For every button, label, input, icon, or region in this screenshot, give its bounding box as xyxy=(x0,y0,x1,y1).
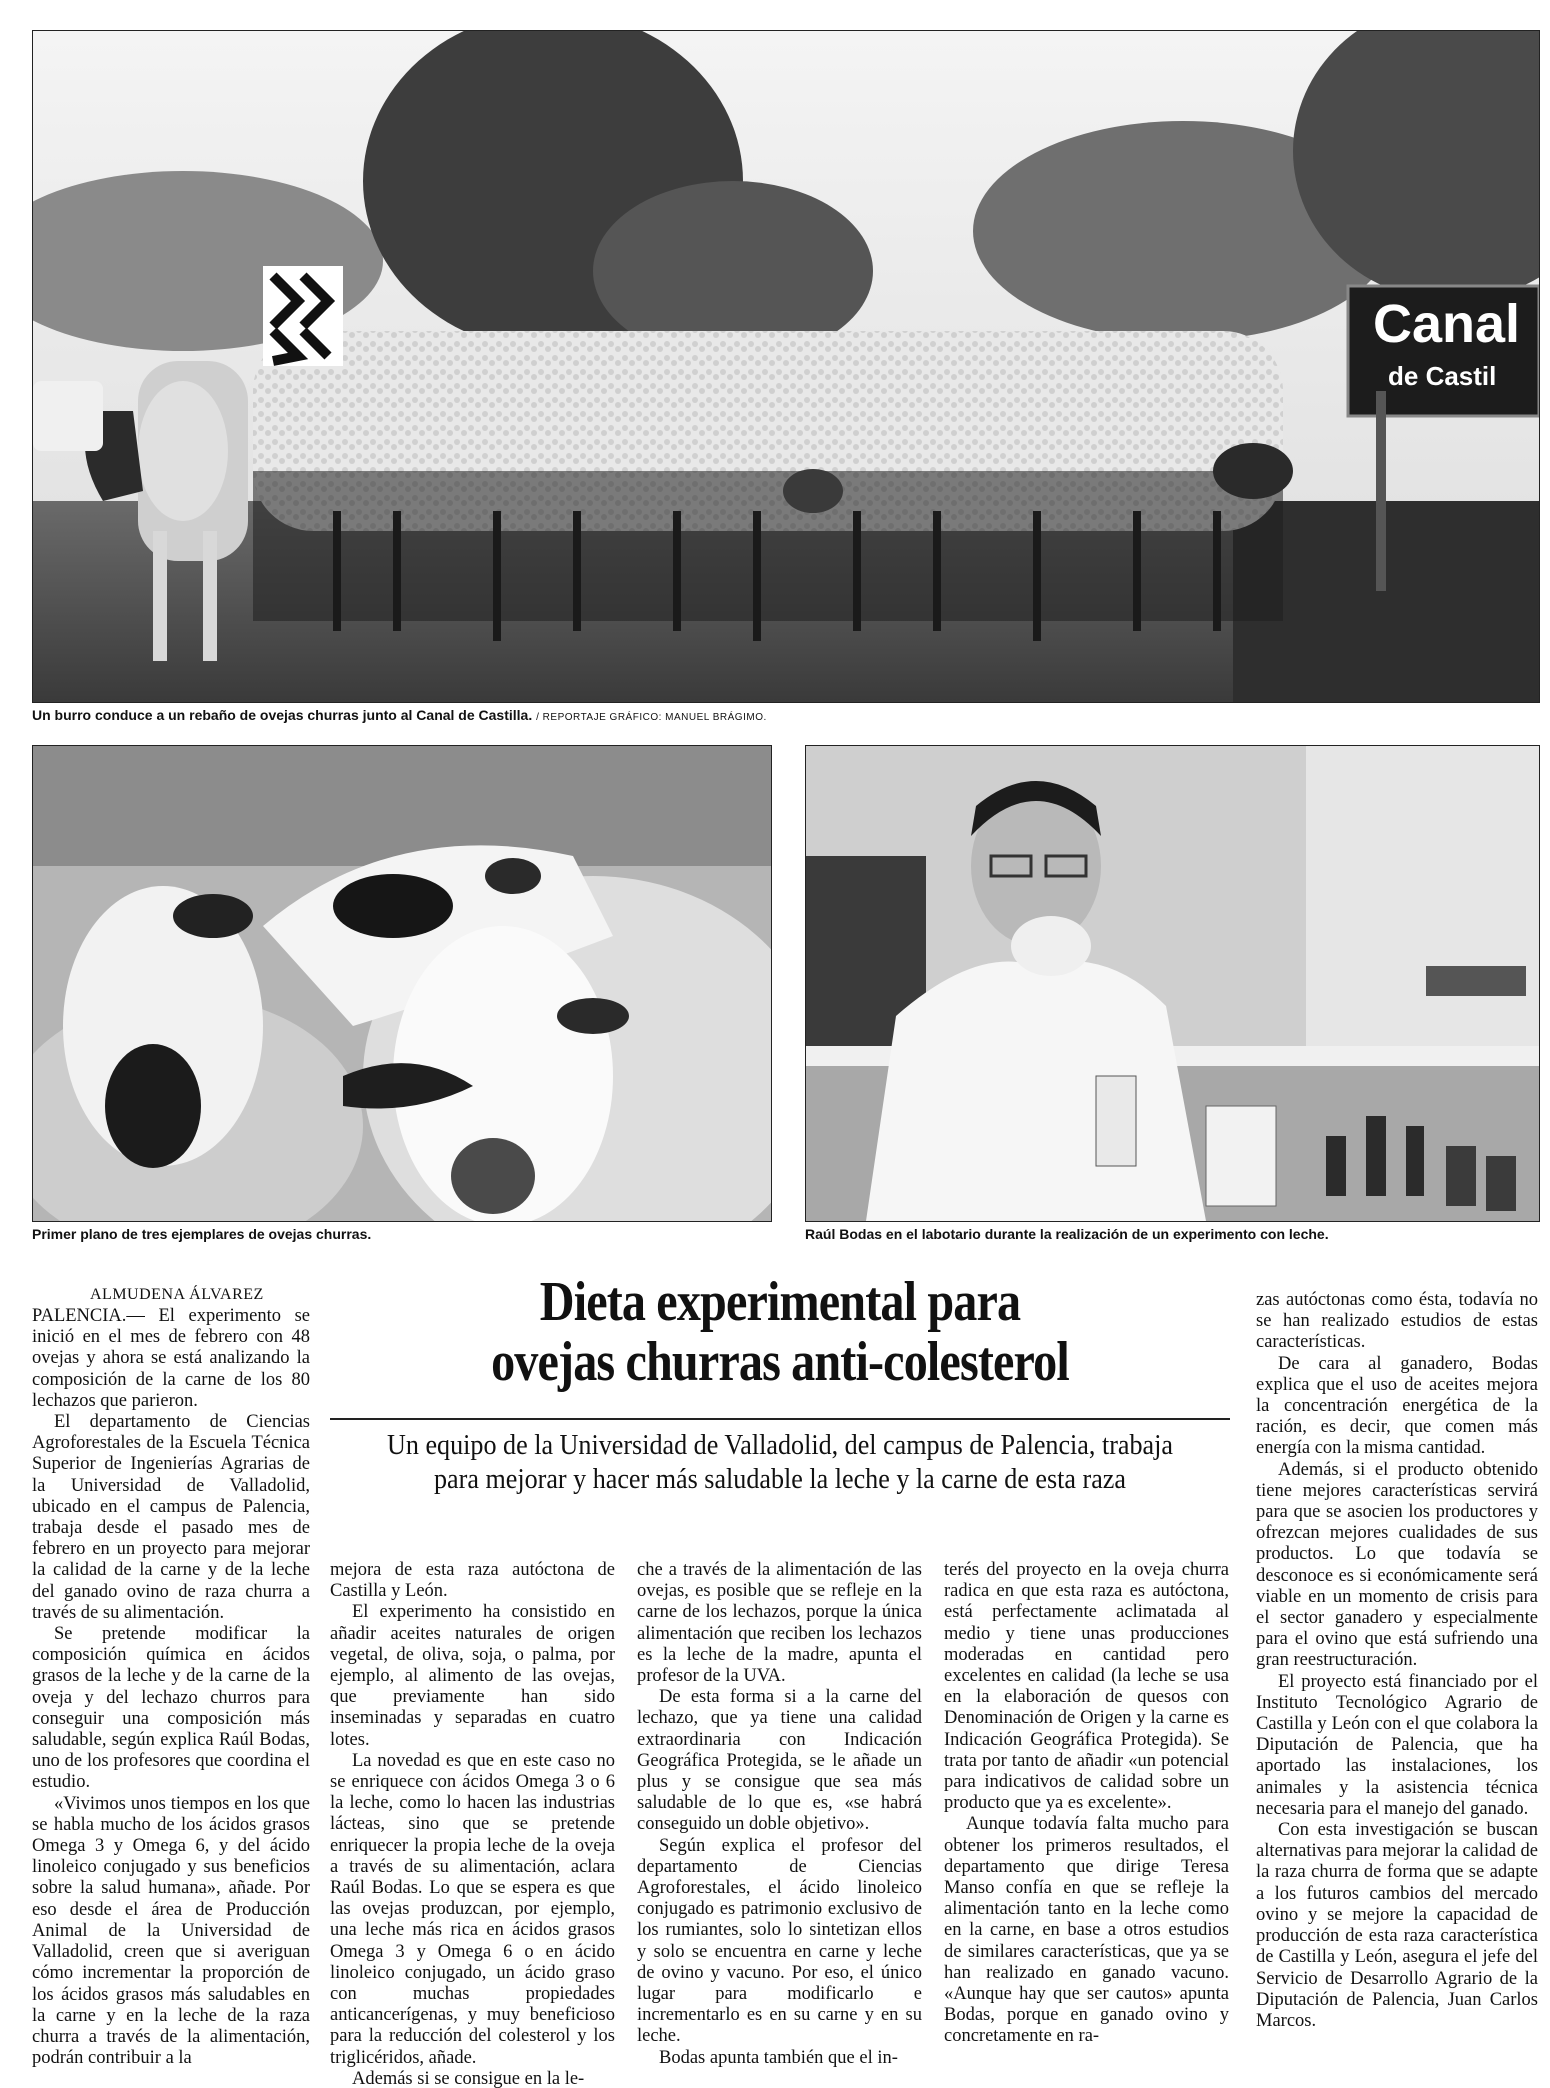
col4-paragraph: terés del proyecto en la oveja churra radica en que esta raza es autóctona, está perfectamente aclimatada al medio y tiene unas producciones moderadas en cantidad pero excelentes en calidad (la leche se usa en la elaboración de quesos con Denominación de Origen y la carne es Indicación Geográfica Protegida). Se trata por tanto de añadir «un potencial para indicativos de calidad sobre un producto que ya es excelente». xyxy=(944,1560,1229,1814)
photo-flock-road xyxy=(32,30,1540,703)
subhead-line-1: Un equipo de la Universidad de Valladolid, del campus de Palencia, trabaja xyxy=(387,1429,1173,1461)
col2-paragraph: Además si se consigue en la le- xyxy=(352,2068,585,2088)
col3-paragraph: Bodas apunta también que el in- xyxy=(659,2047,898,2068)
caption-left-photo: Primer plano de tres ejemplares de ovejas churras. xyxy=(32,1226,372,1242)
col2-paragraph: La novedad es que en este caso no se enriquece con ácidos Omega 3 o 6 la leche, como lo hacen las industrias lácteas, sino que se pretende enriquecer la propia leche de la oveja a través de su alimentación, aclara Raúl Bodas. Lo que se espera es que las ovejas produzcan, por ejemplo, una leche más rica en ácidos grasos Omega 3 y Omega 6 o en ácido linoleico conjugado, un ácido graso con muchas propiedades anticancerígenas, y muy beneficioso para la reducción del colesterol y los triglicéridos, añade. xyxy=(330,1750,615,2068)
col5-paragraph: Además, si el producto obtenido tiene mejores características servirá para que se asocien los productores y ofrezcan mejores cualidades de sus productos. Lo que todavía se desconoce es si económicamente será viable en un momento de crisis para el sector ganadero y especialmente para el ovino que está sufriendo una gran reestructuración. xyxy=(1256,1459,1538,1671)
col1-paragraph: PALENCIA.— El experimento se inició en el mes de febrero con 48 ovejas y ahora se está analizando la composición de la carne de los 80 lechazos que parieron. xyxy=(32,1306,310,1411)
photo-credit: / REPORTAJE GRÁFICO: MANUEL BRÁGIMO. xyxy=(536,712,767,723)
col1-paragraph: Se pretende modificar la composición química en ácidos grasos de la leche y de la carne de la oveja y del lechazo churros para conseguir una composición más saludable, según explica Raúl Bodas, uno de los profesores que coordina el estudio. xyxy=(32,1624,310,1793)
article-column-5 xyxy=(1256,1290,1538,2088)
col1-paragraph: El departamento de Ciencias Agroforestales de la Escuela Técnica Superior de Ingenierías Agrarias de la Universidad de Valladolid, ubicado en el campus de Palencia, trabaja desde el pasado mes de febrero en un proyecto para mejorar la calidad de la carne y de la leche del ganado ovino de raza churra a través de su alimentación. xyxy=(32,1412,310,1623)
col5-paragraph: De cara al ganadero, Bodas explica que el uso de aceites mejora la concentración energética de la ración, es decir, que comen más energía con la misma cantidad. xyxy=(1256,1353,1538,1459)
article-column-3 xyxy=(637,1560,922,2088)
article-column-4 xyxy=(944,1560,1229,2088)
canal-sign-subtext: de Castil xyxy=(1388,361,1497,391)
photo-sheep-closeup xyxy=(32,745,772,1222)
col5-paragraph: zas autóctonas como ésta, todavía no se han realizado estudios de estas características. xyxy=(1256,1290,1538,1353)
article-column-2 xyxy=(330,1560,615,2088)
headline xyxy=(393,1272,1167,1392)
col3-paragraph: che a través de la alimentación de las ovejas, es posible que se refleje en la carne de los lechazos, porque la única alimentación que reciben los lechazos es la leche de la madre, apunta el profesor de la UVA. xyxy=(637,1560,922,1687)
col3-paragraph: De esta forma si a la carne del lechazo, que ya tiene una calidad extraordinaria con Indicación Geográfica Protegida, se le añade un plus y se consigue que sea más saludable de lo que es, «se habrá conseguido un doble objetivo». xyxy=(637,1687,922,1835)
subhead-line-2: para mejorar y hacer más saludable la leche y la carne de esta raza xyxy=(434,1463,1126,1495)
canal-sign-text: Canal xyxy=(1373,294,1521,354)
headline-rule xyxy=(330,1418,1230,1420)
caption-top-text: Un burro conduce a un rebaño de ovejas churras junto al Canal de Castilla. xyxy=(32,707,533,723)
photo-lab-researcher xyxy=(805,745,1540,1222)
caption-right-photo: Raúl Bodas en el labotario durante la realización de un experimento con leche. xyxy=(805,1226,1329,1242)
col1-paragraph: «Vivimos unos tiempos en los que se habla mucho de los ácidos grasos Omega 3 y Omega 6, y del ácido linoleico conjugado y sus beneficios sobre la salud humana», añade. Por eso desde el área de Producción Animal de la Universidad de Valladolid, creen que si averiguan cómo incrementar la proporción de los ácidos grasos más saludables en la carne y en la leche de la raza churra a través de la alimentación, podrán contribuir a la xyxy=(32,1793,310,2069)
col3-paragraph: Según explica el profesor del departamento de Ciencias Agroforestales, el ácido linoleico conjugado es patrimonio exclusivo de los rumiantes, solo lo sintetizan ellos y solo se encuentra en carne y leche de ovino y vacuno. Por eso, el único lugar para modificarlo e incrementarlo es en su carne y en su leche. xyxy=(637,1835,922,2047)
byline: ALMUDENA ÁLVAREZ xyxy=(90,1286,264,1303)
headline-line-2: ovejas churras anti-colesterol xyxy=(491,1331,1069,1393)
col5-paragraph: Con esta investigación se buscan alternativas para mejorar la calidad de la raza churra de forma que se adapte a los futuros cambios del mercado ovino y se mejore la capacidad de producción de esta raza característica de Castilla y León, asegura el jefe del Servicio de Desarrollo Agrario de la Diputación de Palencia, Juan Carlos Marcos. xyxy=(1256,1820,1538,2031)
col4-paragraph: Aunque todavía falta mucho para obtener los primeros resultados, el departamento que dirige Teresa Manso confía en que se refleje la alimentación tanto en la leche como en la carne, en base a otros estudios de similares características, que ya se han realizado en ganado vacuno. «Aunque hay que ser cautos» apunta Bodas, porque en ganado ovino y concretamente en ra- xyxy=(944,1814,1229,2047)
article-column-1 xyxy=(32,1306,310,2088)
col5-paragraph: El proyecto está financiado por el Instituto Tecnológico Agrario de Castilla y León con el que colabora la Diputación de Palencia, que ha aportado las instalaciones, los animales y la asistencia técnica necesaria para el manejo del ganado. xyxy=(1256,1671,1538,1819)
subhead xyxy=(375,1428,1185,1496)
caption-top-photo xyxy=(32,707,767,723)
col2-paragraph: El experimento ha consistido en añadir aceites naturales de origen vegetal, de oliva, soja, o palma, por ejemplo, al alimento de las ovejas, que previamente han sido inseminadas y separadas en cuatro lotes. xyxy=(330,1602,615,1750)
headline-line-1: Dieta experimental para xyxy=(539,1271,1021,1333)
col2-paragraph: mejora de esta raza autóctona de Castilla y León. xyxy=(330,1560,615,1602)
